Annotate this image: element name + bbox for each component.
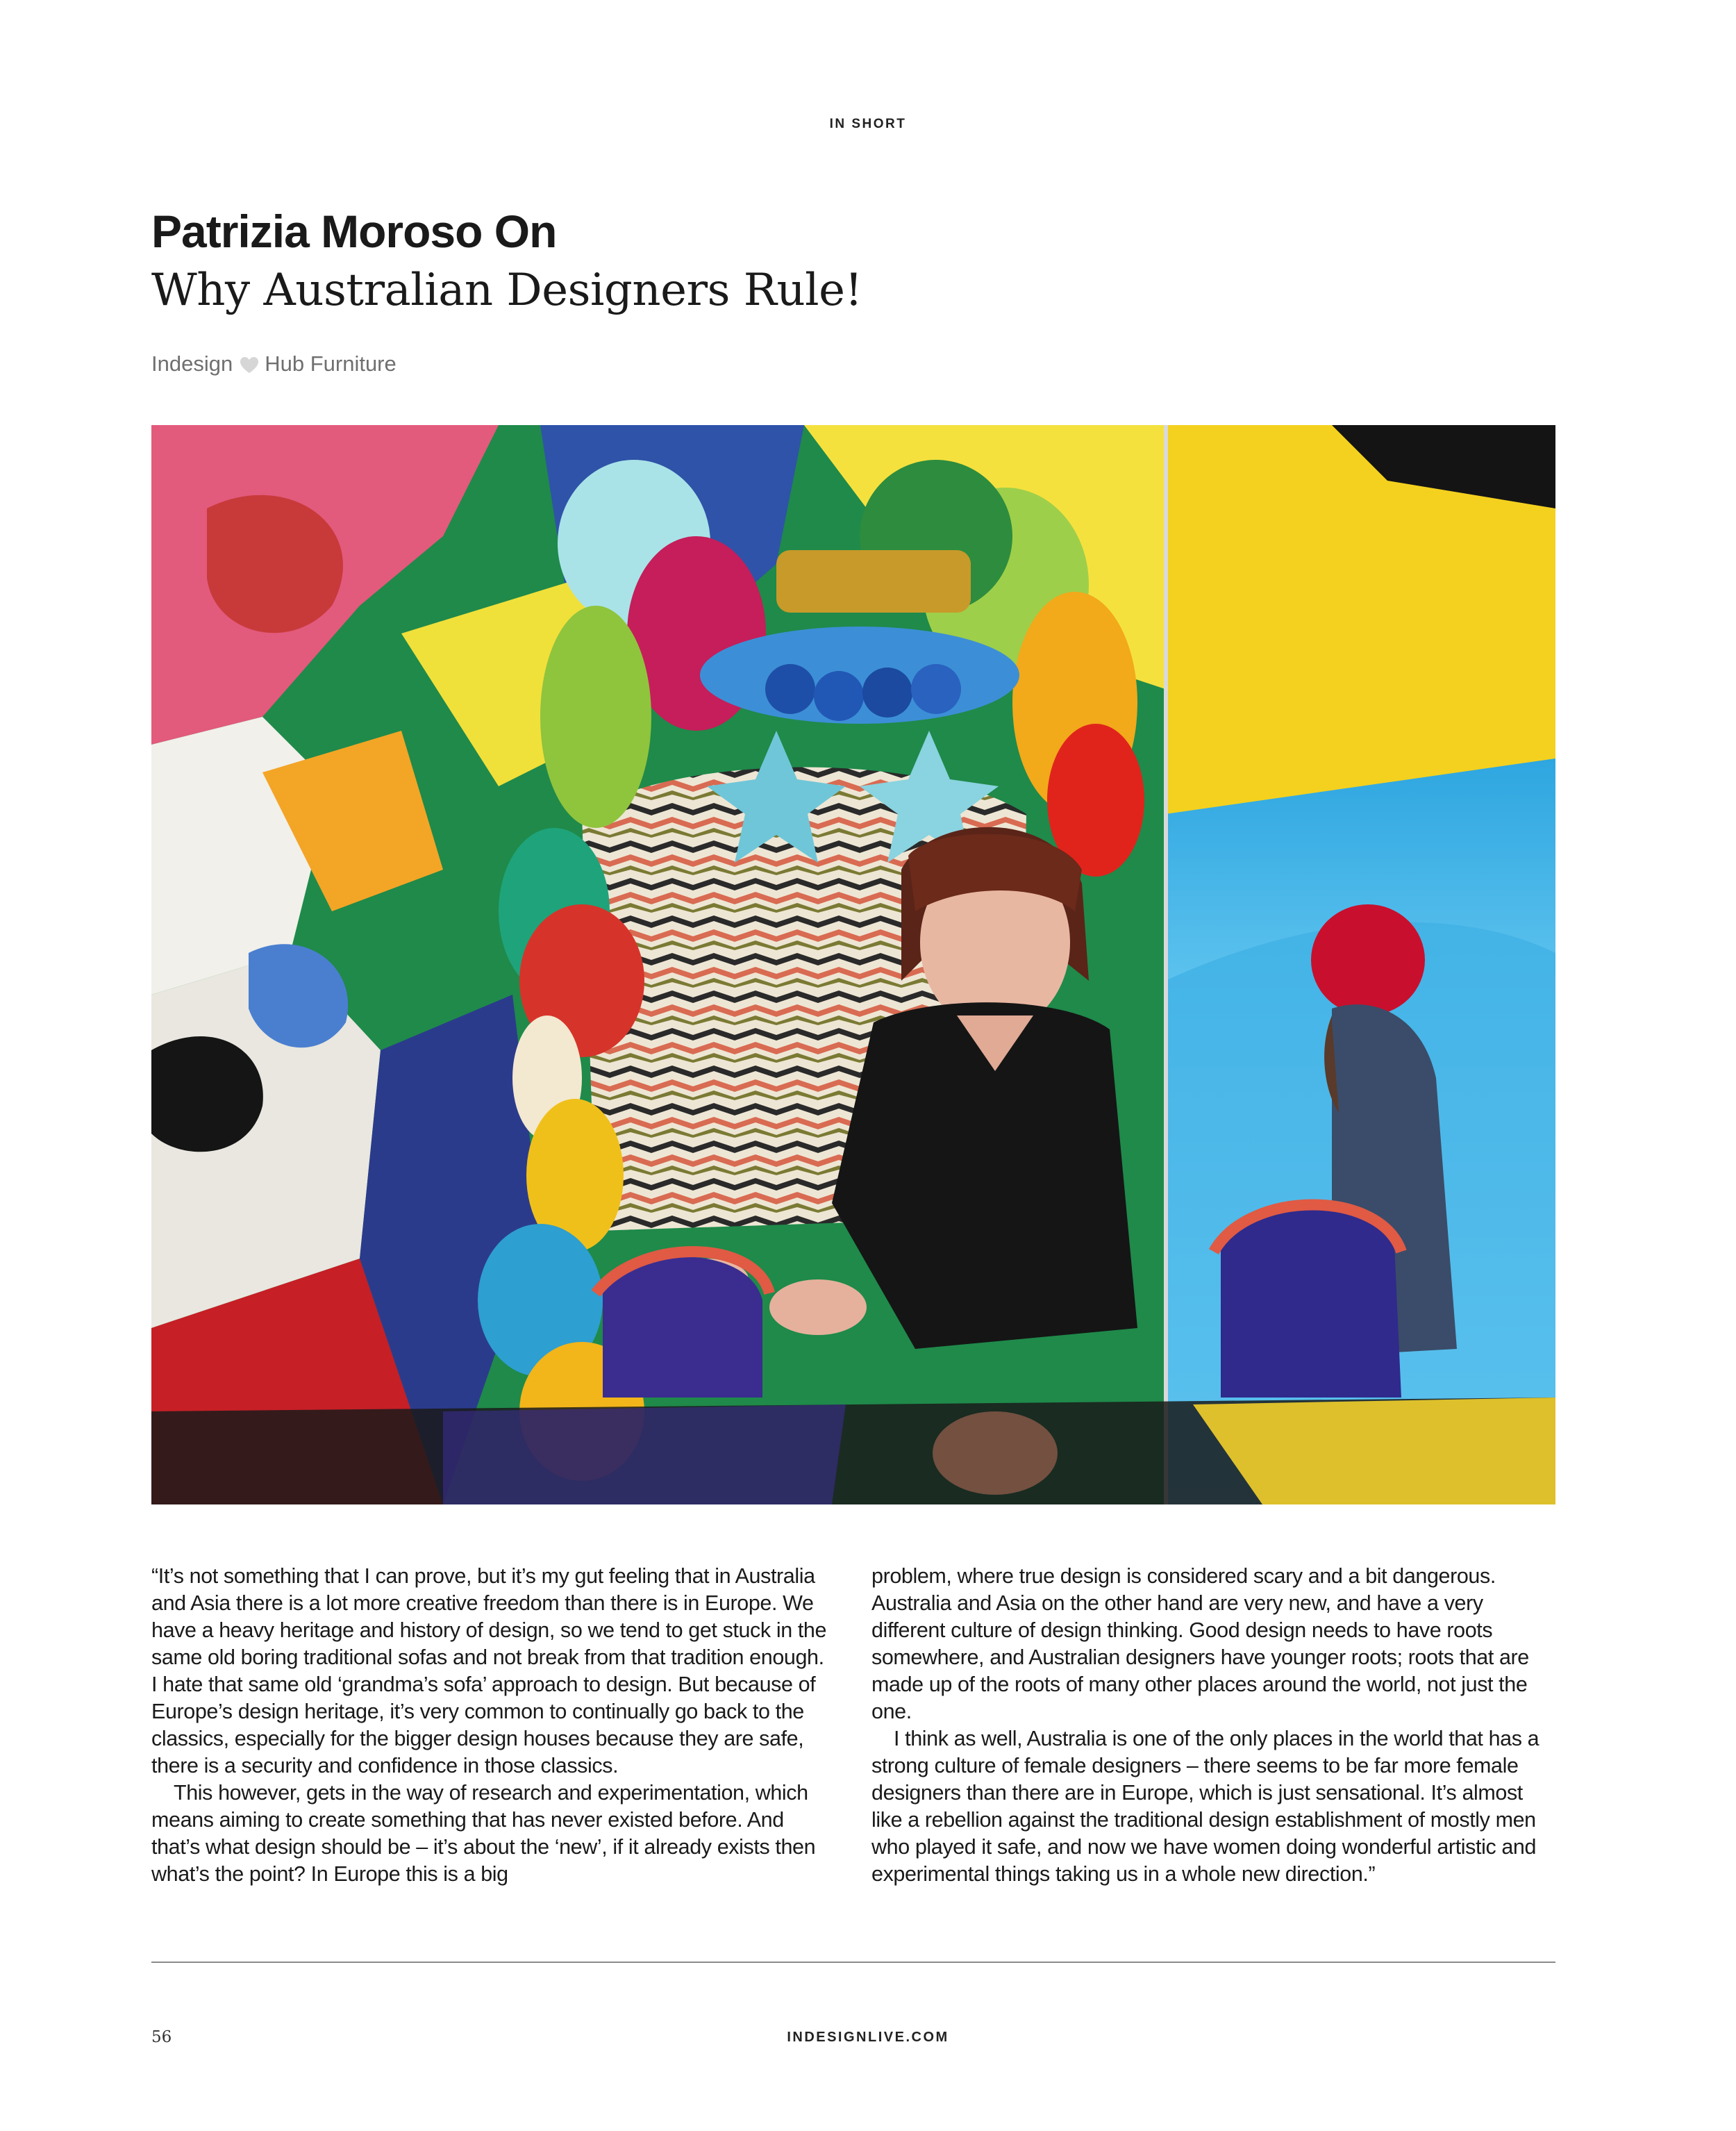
- article-title: Patrizia Moroso On: [151, 206, 557, 257]
- portrait-photo: [151, 425, 1555, 1504]
- heart-icon: [240, 355, 259, 373]
- article-column-right: [871, 1563, 1552, 1888]
- paragraph: “It’s not something that I can prove, but it’s my gut feeling that in Australia and Asia there is a lot more creative freedom than there is in Europe. We have a heavy heritage and history of design, so we tend to get stuck in the same old boring traditional sofas and not break from that tradition enough. I hate that same old ‘grandma’s sofa’ approach to design. But because of Europe’s design heritage, it’s very common to continually go back to the classics, especially for the bigger design houses because they are safe, there is a security and confidence in those classics.: [151, 1564, 827, 1777]
- paragraph: I think as well, Australia is one of the only places in the world that has a strong culture of female designers – there seems to be far more female designers than there are in Europe, which is just sensational. It’s almost like a rebellion against the traditional design establishment of mostly men who played it safe, and now we have women doing wonderful artistic and experimental things taking us in a whole new direction.”: [871, 1727, 1539, 1886]
- byline-publisher[interactable]: Indesign: [151, 351, 233, 376]
- page-number: 56: [151, 2028, 172, 2046]
- section-label: IN SHORT: [829, 117, 907, 131]
- paragraph: This however, gets in the way of research and experimentation, which means aiming to create something that has never existed before. And that’s what design should be – it’s about the ‘new’, if it already exists then what’s the point? In Europe this is a big: [151, 1781, 816, 1886]
- paragraph: problem, where true design is considered scary and a bit dangerous. Australia and Asia on the other hand are very new, and have a very different culture of design thinking. Good design needs to have roots somewhere, and Australian designers have younger roots; roots that are made up of the roots of many other places around the world, not just the one.: [871, 1564, 1529, 1723]
- byline: [151, 351, 397, 376]
- footer-divider: [151, 1962, 1555, 1963]
- site-name[interactable]: INDESIGNLIVE.COM: [787, 2030, 949, 2045]
- byline-partner[interactable]: Hub Furniture: [265, 351, 397, 376]
- article-column-left: [151, 1563, 832, 1888]
- article-subtitle: Why Australian Designers Rule!: [151, 265, 862, 316]
